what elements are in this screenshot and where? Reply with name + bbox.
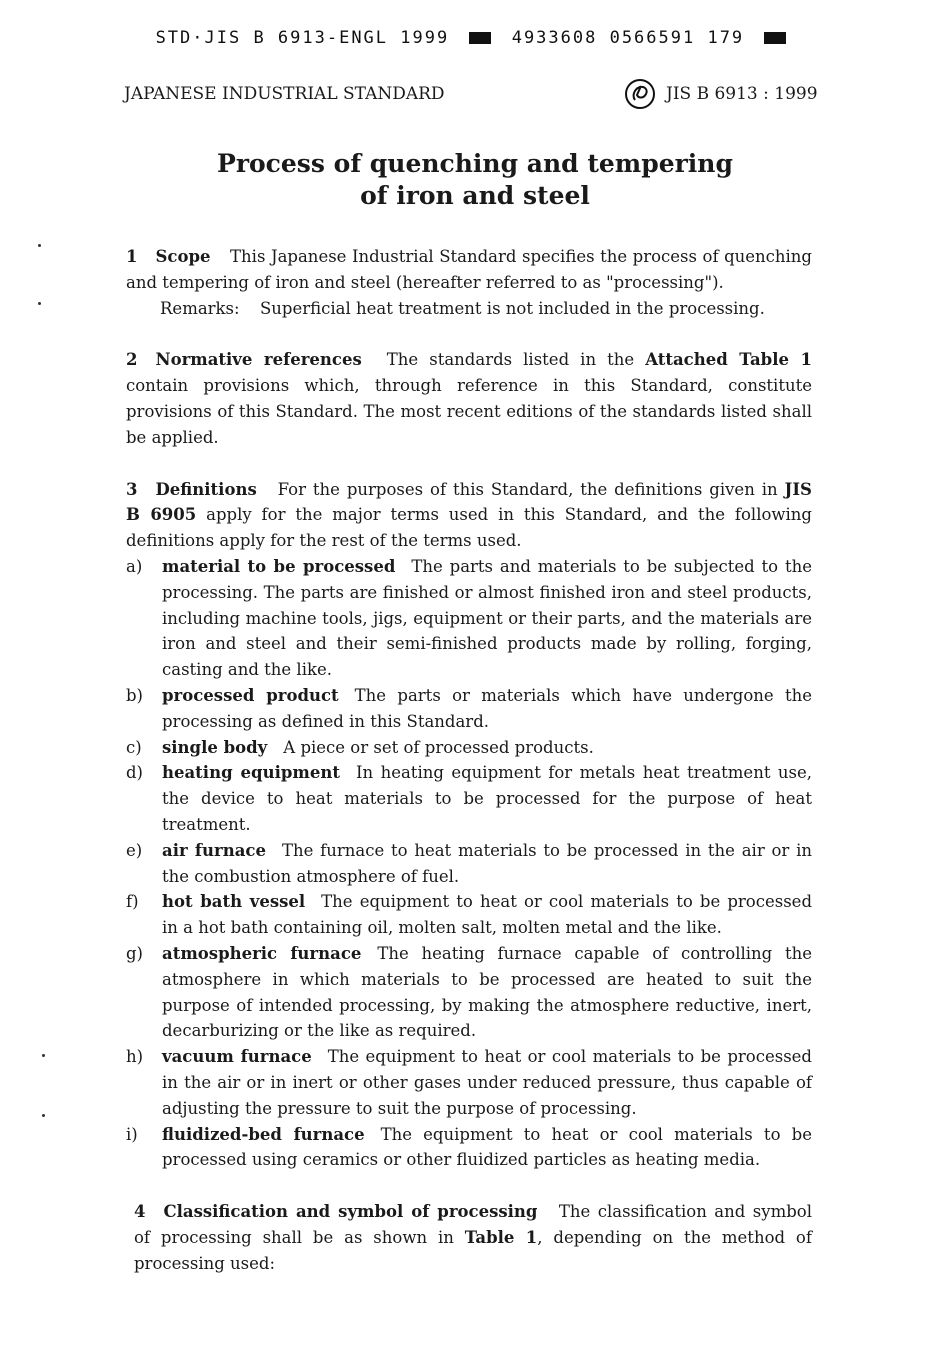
- item-term: processed product: [162, 685, 339, 705]
- item-term: vacuum furnace: [162, 1047, 312, 1067]
- section-number: 3: [126, 479, 138, 499]
- scan-speck: [42, 1114, 45, 1117]
- section-number: 2: [126, 350, 138, 370]
- standard-number: JIS B 6913 : 1999: [666, 84, 818, 104]
- item-text: The parts and materials to be subjected to the processing. The parts are finished or almost finished iron and steel products, including machine tools, jigs, equipment or their parts, and the materials are iron and steel and their semi-finished products made by rolling, forging, casting and the like.: [162, 556, 813, 680]
- item-label: h): [126, 1047, 144, 1067]
- section-classification: [134, 1199, 812, 1276]
- section-text: This Japanese Industrial Standard specifies the process of quenching and tempering of iron and steel (hereafter referred to as "processing").: [126, 247, 812, 292]
- scan-speck: [38, 302, 41, 305]
- list-item: [126, 838, 812, 890]
- item-label: c): [126, 737, 142, 757]
- jis-mark-icon: [624, 78, 656, 110]
- item-text: The heating furnace capable of controlling the atmosphere in which materials to be processed are heated to suit the purpose of intended processing, by making the atmosphere reductive, inert, decarburizing or the like as required.: [162, 943, 812, 1041]
- section-number: 4: [134, 1202, 146, 1222]
- standard-label: JAPANESE INDUSTRIAL STANDARD: [124, 84, 445, 104]
- section-scope: [126, 244, 812, 296]
- title-line-2: of iron and steel: [360, 181, 590, 210]
- section-text: apply for the major terms used in this Standard, and the following definitions apply for the rest of the terms used.: [126, 505, 812, 551]
- section-text: The standards listed in the: [386, 350, 635, 370]
- standard-number-group: [624, 78, 818, 110]
- document-title: [0, 148, 950, 212]
- title-line-1: Process of quenching and tempering: [217, 149, 733, 178]
- barcode-block: [469, 32, 491, 44]
- item-term: heating equipment: [162, 763, 340, 783]
- item-label: g): [126, 943, 143, 963]
- scan-speck: [38, 244, 41, 247]
- item-term: hot bath vessel: [162, 892, 306, 912]
- list-item: [126, 760, 812, 837]
- scan-speck: [42, 1054, 45, 1057]
- document-body: [126, 244, 812, 1276]
- list-item: [126, 1044, 812, 1121]
- item-text: The furnace to heat materials to be processed in the air or in the combustion atmosphere of fuel.: [162, 840, 812, 886]
- item-label: b): [126, 685, 143, 705]
- item-term: material to be processed: [162, 556, 396, 576]
- document-code-line: [0, 28, 950, 48]
- reference-link: Table 1: [464, 1227, 538, 1247]
- definition-list: [126, 554, 812, 1173]
- item-label: d): [126, 763, 143, 783]
- reference-link: JIS B 6905: [126, 479, 812, 525]
- item-term: atmospheric furnace: [162, 943, 362, 963]
- reference-link: Attached Table 1: [645, 350, 812, 370]
- section-heading: Scope: [155, 247, 211, 266]
- list-item: [126, 554, 812, 683]
- list-item: [126, 683, 812, 735]
- document-code-right: 4933608 0566591 179: [511, 28, 745, 48]
- remarks-text: Superficial heat treatment is not included in the processing.: [260, 298, 765, 318]
- section-text: The classification and symbol of processing shall be as shown in: [134, 1202, 812, 1247]
- list-item: [126, 889, 812, 941]
- document-code-left: STD·JIS B 6913-ENGL 1999: [155, 28, 450, 48]
- item-text: A piece or set of processed products.: [283, 737, 594, 757]
- item-text: The equipment to heat or cool materials to be processed using ceramics or other fluidized particles as heating media.: [162, 1124, 813, 1170]
- barcode-block: [764, 32, 786, 44]
- section-text: contain provisions which, through reference in this Standard, constitute provisions of this Standard. The most recent editions of the standards listed shall be applied.: [126, 376, 812, 447]
- item-label: a): [126, 556, 143, 576]
- list-item: [126, 735, 812, 761]
- item-text: The equipment to heat or cool materials to be processed in the air or in inert or other gases under reduced pressure, thus capable of adjusting the pressure to suit the purpose of processing.: [162, 1047, 812, 1118]
- item-text: In heating equipment for metals heat treatment use, the device to heat materials to be processed for the purpose of heat treatment.: [162, 763, 813, 834]
- list-item: [126, 941, 812, 1044]
- remarks: [126, 296, 812, 322]
- item-term: single body: [162, 737, 268, 757]
- section-number: 1: [126, 247, 138, 266]
- section-text: , depending on the method of processing used:: [134, 1227, 812, 1273]
- section-definitions: [126, 477, 812, 554]
- section-heading: Definitions: [155, 479, 257, 499]
- section-text: For the purposes of this Standard, the definitions given in: [277, 479, 778, 499]
- item-text: The parts or materials which have undergone the processing as defined in this Standard.: [162, 685, 813, 731]
- item-term: air furnace: [162, 840, 266, 860]
- item-text: The equipment to heat or cool materials to be processed in a hot bath containing oil, molten salt, molten metal and the like.: [162, 892, 813, 938]
- section-heading: Classification and symbol of processing: [163, 1202, 538, 1222]
- list-item: [126, 1122, 812, 1174]
- section-heading: Normative references: [155, 350, 362, 370]
- remarks-label: Remarks:: [160, 298, 240, 318]
- section-normative-references: [126, 347, 812, 450]
- item-label: i): [126, 1124, 138, 1144]
- item-label: e): [126, 840, 143, 860]
- item-term: fluidized-bed furnace: [162, 1124, 365, 1144]
- item-label: f): [126, 892, 139, 912]
